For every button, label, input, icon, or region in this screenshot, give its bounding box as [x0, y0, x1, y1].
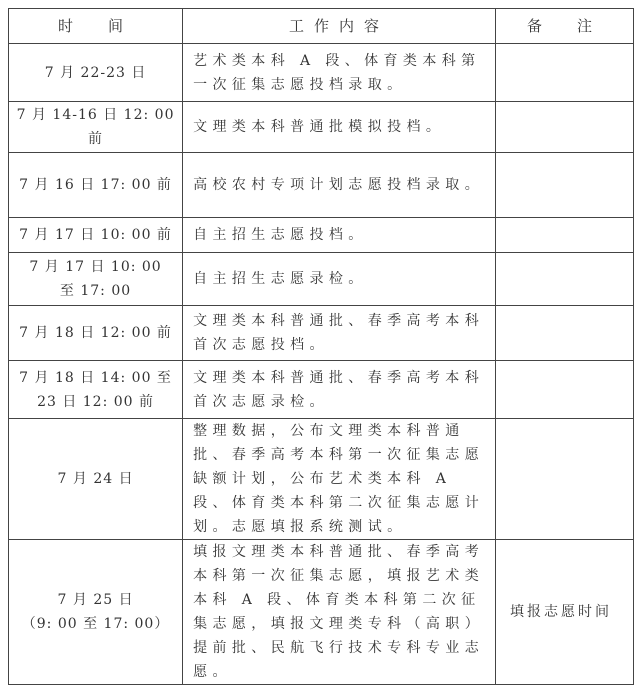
- note-cell: [496, 253, 634, 306]
- header-work: 工作内容: [183, 9, 496, 44]
- time-line: 7 月 24 日: [57, 471, 134, 487]
- time-line: 7 月 17 日 10: 00 前: [19, 227, 172, 243]
- time-cell: [9, 253, 183, 306]
- time-cell: [9, 102, 183, 153]
- note-cell: 填报志愿时间: [496, 540, 634, 685]
- table-row: [9, 253, 634, 306]
- work-content-cell: 文理类本科普通批、春季高考本科首次志愿投档。: [183, 306, 496, 361]
- time-line: 7 月 25 日: [57, 592, 134, 608]
- work-content-cell: 艺术类本科 A 段、体育类本科第一次征集志愿投档录取。: [183, 44, 496, 102]
- table-row: [9, 44, 634, 102]
- table-row: [9, 361, 634, 419]
- header-note: 备 注: [496, 9, 634, 44]
- time-cell: [9, 540, 183, 685]
- schedule-table: [8, 8, 634, 685]
- time-line: 7 月 18 日 14: 00 至: [19, 369, 172, 386]
- time-line: 23 日 12: 00 前: [37, 393, 155, 410]
- table-row: [9, 218, 634, 253]
- table-row: [9, 306, 634, 361]
- table-row: [9, 419, 634, 540]
- note-cell: [496, 44, 634, 102]
- note-cell: [496, 153, 634, 218]
- note-cell: [496, 218, 634, 253]
- note-cell: [496, 419, 634, 540]
- header-time: 时 间: [9, 9, 183, 44]
- table-row: [9, 540, 634, 685]
- table-row: [9, 153, 634, 218]
- work-content-cell: 自主招生志愿投档。: [183, 218, 496, 253]
- time-cell: [9, 419, 183, 540]
- time-line: （9: 00 至 17: 00）: [21, 616, 170, 632]
- time-cell: [9, 153, 183, 218]
- time-line: 7 月 17 日 10: 00: [29, 259, 162, 275]
- work-content-cell: 自主招生志愿录检。: [183, 253, 496, 306]
- work-content-cell: 填报文理类本科普通批、春季高考本科第一次征集志愿，填报艺术类本科 A 段、体育类本科第二次征集志愿，填报文理类专科（高职）提前批、民航飞行技术专科专业志愿。: [183, 540, 496, 685]
- time-line: 7 月 22-23 日: [44, 64, 147, 81]
- time-line: 7 月 18 日 12: 00 前: [19, 325, 172, 341]
- table-row: [9, 102, 634, 153]
- time-line: 7 月 14-16 日 12: 00 前: [16, 107, 175, 147]
- header-row: [9, 9, 634, 44]
- note-cell: [496, 102, 634, 153]
- work-content-cell: 整理数据，公布文理类本科普通批、春季高考本科第一次征集志愿缺额计划，公布艺术类本科 A 段、体育类本科第二次征集志愿计划。志愿填报系统测试。: [183, 419, 496, 540]
- time-cell: [9, 218, 183, 253]
- work-content-cell: 文理类本科普通批模拟投档。: [183, 102, 496, 153]
- time-cell: [9, 361, 183, 419]
- note-cell: [496, 306, 634, 361]
- note-cell: [496, 361, 634, 419]
- time-line: 至 17: 00: [59, 283, 132, 299]
- work-content-cell: 高校农村专项计划志愿投档录取。: [183, 153, 496, 218]
- time-line: 7 月 16 日 17: 00 前: [19, 177, 172, 193]
- time-cell: [9, 306, 183, 361]
- time-cell: [9, 44, 183, 102]
- work-content-cell: 文理类本科普通批、春季高考本科首次志愿录检。: [183, 361, 496, 419]
